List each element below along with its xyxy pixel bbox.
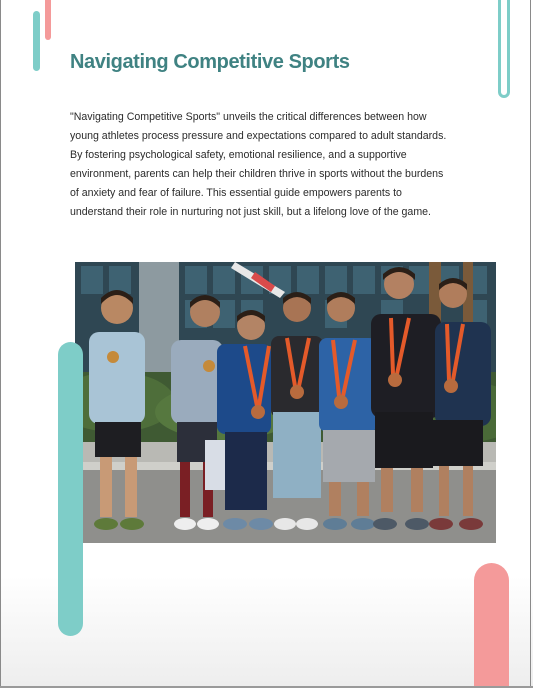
page-title: Navigating Competitive Sports — [70, 51, 350, 73]
page-border-left — [0, 0, 1, 688]
photo-of-boys-with-medals-icon — [75, 262, 496, 543]
pink-decorative-bar — [45, 0, 51, 40]
pink-vertical-decorative-bar — [474, 563, 509, 688]
teal-outline-decorative-bar — [498, 0, 510, 98]
page-border-right — [530, 0, 531, 688]
teal-vertical-decorative-bar — [58, 342, 83, 636]
team-photo — [75, 262, 496, 543]
teal-decorative-bar — [33, 11, 40, 71]
body-paragraph: "Navigating Competitive Sports" unveils the critical differences between how young athletes process pressure and expectations compared to adult standards. By fostering psychological safety, emotional resilience, and a supportive environment, parents can help their children thrive in sports without the burdens of anxiety and fear of failure. This essential guide empowers parents to understand their role in nurturing not just skill, but a lifelong love of the game. — [70, 111, 447, 218]
